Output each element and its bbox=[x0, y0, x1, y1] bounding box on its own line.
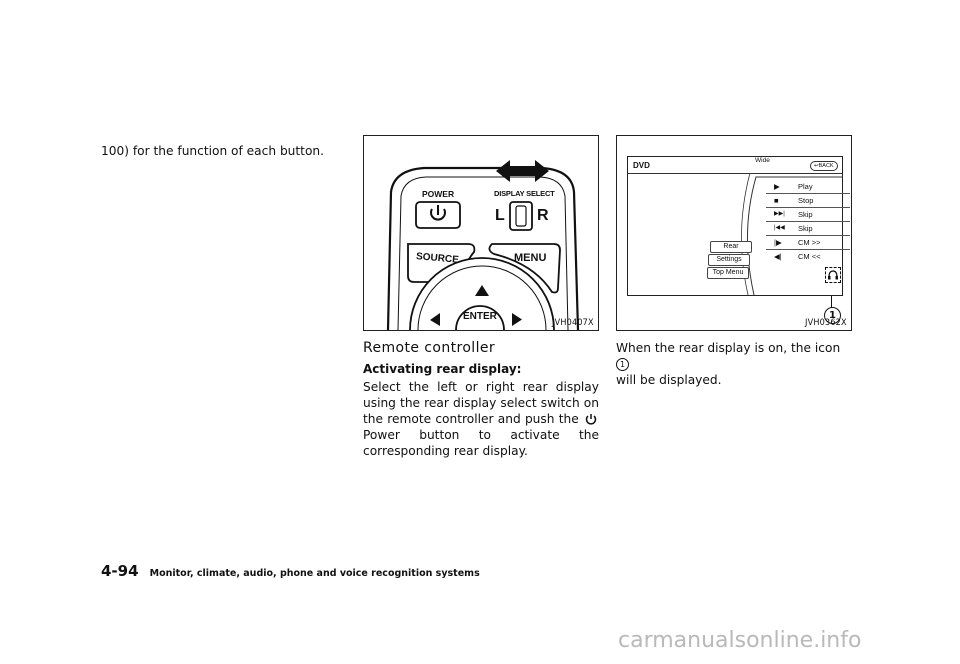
right-label: R bbox=[537, 207, 549, 224]
enter-label: ENTER bbox=[463, 311, 497, 322]
back-button[interactable] bbox=[810, 161, 838, 171]
watermark: carmanualsonline.info bbox=[618, 628, 862, 653]
source-label: SOURCE bbox=[415, 251, 460, 266]
back-label: BACK bbox=[818, 163, 834, 169]
power-icon bbox=[583, 413, 599, 425]
cm-forward-icon: |▶ bbox=[774, 238, 782, 247]
callout-1-inline: 1 bbox=[616, 358, 629, 371]
headphones-icon bbox=[826, 268, 840, 282]
back-arrow-icon: ↩ bbox=[814, 163, 819, 169]
menu-item-play[interactable] bbox=[766, 180, 850, 194]
remote-controller-figure bbox=[363, 135, 599, 331]
power-label: POWER bbox=[422, 189, 455, 199]
icon-description-after: will be displayed. bbox=[616, 373, 722, 387]
stop-icon: ■ bbox=[774, 196, 779, 205]
menu-item-label: Skip bbox=[798, 210, 813, 219]
chapter-title: Monitor, climate, audio, phone and voice recognition systems bbox=[149, 568, 480, 579]
screen-title: DVD bbox=[633, 161, 650, 170]
figure2-code: JVH0362X bbox=[805, 318, 847, 328]
figure1-code: JVH0407X bbox=[552, 318, 594, 328]
menu-item-label: CM >> bbox=[798, 238, 821, 247]
cm-back-icon: ◀| bbox=[774, 252, 782, 261]
rear-display-indicator bbox=[825, 267, 841, 283]
menu-item-cm-forward[interactable] bbox=[766, 236, 850, 250]
skip-back-icon: |◀◀ bbox=[774, 225, 785, 231]
callout-1: 1 bbox=[824, 307, 841, 324]
page-number: 4-94 bbox=[101, 562, 139, 580]
play-icon: ▶ bbox=[774, 182, 780, 191]
dvd-screen-figure bbox=[616, 135, 852, 331]
section-heading: Remote controller bbox=[363, 340, 496, 356]
remote-controller-illustration bbox=[364, 136, 598, 330]
instruction-text-after: Power button to activate the corresponding rear display. bbox=[363, 428, 599, 458]
menu-item-cm-back[interactable] bbox=[766, 250, 850, 263]
icon-description bbox=[616, 340, 852, 388]
menu-item-label: Play bbox=[798, 182, 813, 191]
menu-item-skip-back[interactable] bbox=[766, 222, 850, 236]
display-select-label: DISPLAY SELECT bbox=[494, 189, 555, 198]
menu-label: MENU bbox=[514, 252, 547, 264]
section-subheading: Activating rear display: bbox=[363, 362, 522, 376]
menu-item-skip-forward[interactable] bbox=[766, 208, 850, 222]
menu-item-label: CM << bbox=[798, 252, 821, 261]
dvd-screen bbox=[627, 156, 843, 296]
screen-mode: Wide bbox=[755, 157, 770, 164]
instruction-text-before: Select the left or right rear display using the rear display select switch on the remote controller and push the bbox=[363, 380, 599, 426]
menu-item-label: Skip bbox=[798, 224, 813, 233]
left-label: L bbox=[495, 207, 505, 224]
page-footer bbox=[101, 561, 480, 580]
top-menu-button[interactable]: Top Menu bbox=[707, 267, 749, 279]
menu-item-label: Stop bbox=[798, 196, 814, 205]
skip-forward-icon: ▶▶| bbox=[774, 211, 785, 217]
menu-item-stop[interactable] bbox=[766, 194, 850, 208]
rear-button[interactable]: Rear bbox=[710, 241, 752, 253]
continuation-text: 100) for the function of each button. bbox=[101, 144, 325, 158]
settings-button[interactable]: Settings bbox=[708, 254, 750, 266]
instruction-paragraph bbox=[363, 379, 599, 459]
icon-description-before: When the rear display is on, the icon bbox=[616, 341, 841, 355]
